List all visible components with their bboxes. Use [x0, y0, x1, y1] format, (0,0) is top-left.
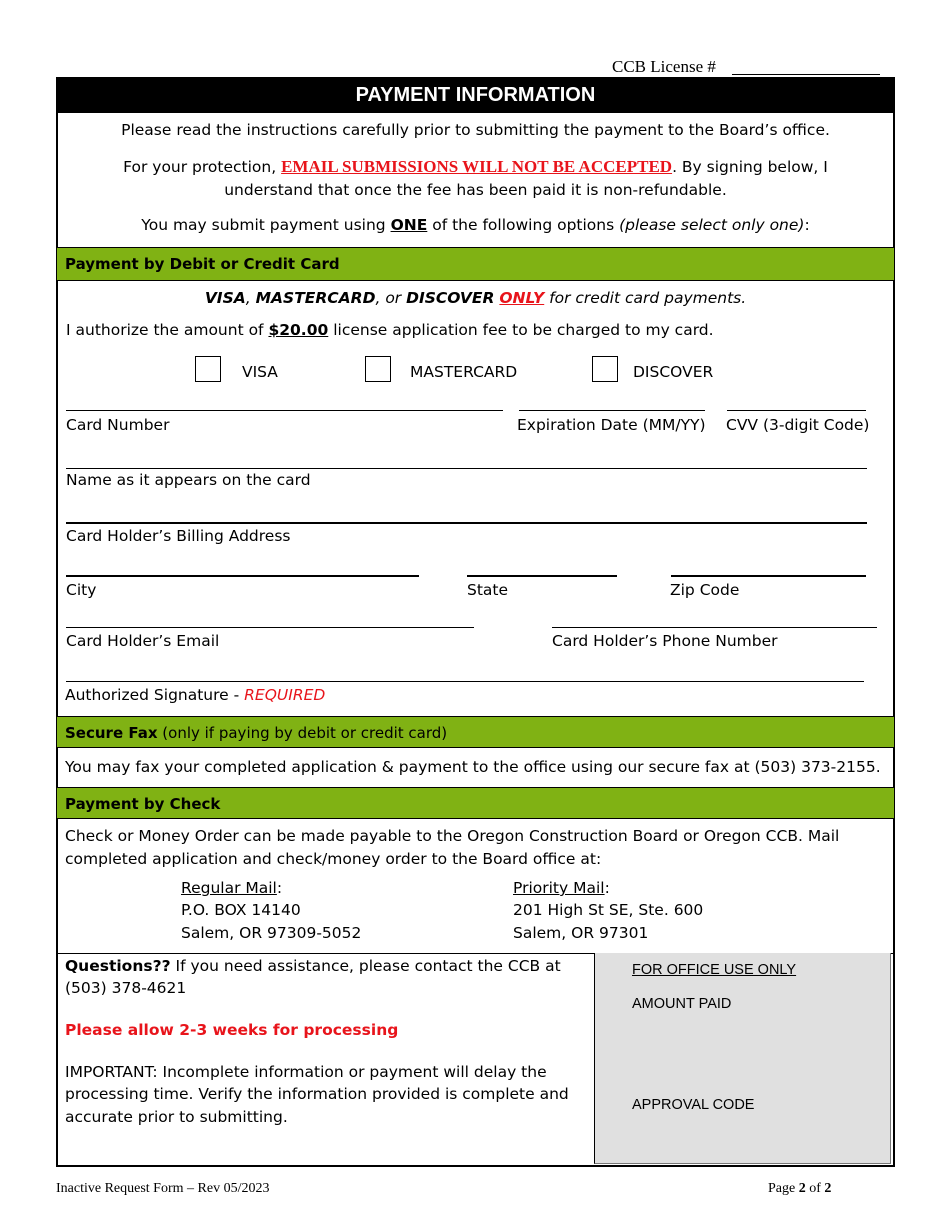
email-field[interactable] — [66, 627, 474, 628]
discover-checkbox[interactable] — [592, 356, 618, 382]
priority-mail-title: Priority Mail — [513, 879, 605, 897]
questions-phone: (503) 378-4621 — [65, 979, 187, 997]
important-line1: IMPORTANT: Incomplete information or payment will delay the — [65, 1063, 547, 1081]
card-section-heading — [57, 247, 894, 281]
footer-form-name: Inactive Request Form – Rev 05/2023 — [56, 1181, 270, 1196]
visa-checkbox[interactable] — [195, 356, 221, 382]
ccb-license-label — [612, 57, 716, 77]
check-line1: Check or Money Order can be made payable to the Oregon Construction Board or Oregon CCB. Mail — [65, 827, 840, 845]
submit-mid: of the following options — [427, 216, 620, 234]
phone-label: Card Holder’s Phone Number — [552, 632, 778, 650]
regular-mail-line1: P.O. BOX 14140 — [181, 901, 301, 919]
authorize-text — [66, 320, 714, 340]
card-number-label: Card Number — [66, 416, 170, 434]
protection-prefix: For your protection, — [123, 158, 282, 176]
mastercard-checkbox[interactable] — [365, 356, 391, 382]
accepted-mastercard: MASTERCARD — [255, 289, 376, 307]
intro-protection — [57, 157, 894, 177]
fax-section-heading — [57, 716, 894, 748]
important-line3: accurate prior to submitting. — [65, 1108, 288, 1126]
submit-italic: (please select only one) — [619, 216, 805, 234]
office-use-title-text: FOR OFFICE USE ONLY — [632, 962, 797, 978]
submit-one: ONE — [390, 216, 428, 234]
expiration-label: Expiration Date (MM/YY) — [517, 416, 706, 434]
priority-mail-line2: Salem, OR 97301 — [513, 924, 649, 942]
questions-line1 — [65, 956, 561, 976]
city-field[interactable] — [66, 575, 419, 577]
submit-prefix: You may submit payment using — [141, 216, 391, 234]
email-warning: EMAIL SUBMISSIONS WILL NOT BE ACCEPTED — [281, 157, 673, 176]
office-use-box — [594, 953, 891, 1164]
accepted-comma: , — [245, 289, 256, 307]
expiration-field[interactable] — [519, 410, 705, 411]
state-label: State — [467, 581, 509, 599]
priority-mail-label — [513, 878, 610, 898]
cvv-field[interactable] — [727, 410, 866, 411]
authorize-amount: $20.00 — [268, 321, 329, 339]
authorize-suffix: license application fee to be charged to my card. — [328, 321, 714, 339]
accepted-visa: VISA — [204, 289, 246, 307]
page-title-text: PAYMENT INFORMATION — [355, 84, 596, 106]
signature-field[interactable] — [66, 681, 864, 682]
visa-label: VISA — [242, 363, 278, 381]
cvv-label: CVV (3-digit Code) — [726, 416, 870, 434]
important-line2: processing time. Verify the information provided is complete and — [65, 1085, 569, 1103]
accepted-only: ONLY — [499, 289, 545, 307]
billing-address-field[interactable] — [66, 522, 867, 524]
card-name-label: Name as it appears on the card — [66, 471, 311, 489]
ccb-license-text: CCB License # — [612, 57, 716, 76]
fax-heading-rest: (only if paying by debit or credit card) — [157, 724, 448, 742]
page-title — [57, 78, 894, 113]
card-section-heading-text: Payment by Debit or Credit Card — [65, 255, 340, 273]
fax-text: You may fax your completed application & payment to the office using our secure fax at (503) 373-2155. — [65, 758, 881, 776]
card-name-field[interactable] — [66, 468, 867, 469]
regular-mail-colon: : — [276, 879, 283, 897]
fax-heading-text — [65, 723, 447, 743]
fax-heading-bold: Secure Fax — [65, 724, 158, 742]
priority-mail-line1: 201 High St SE, Ste. 600 — [513, 901, 704, 919]
zip-label: Zip Code — [670, 581, 740, 599]
check-line2: completed application and check/money order to the Board office at: — [65, 850, 602, 868]
check-section-heading — [57, 787, 894, 819]
page-total: 2 — [824, 1181, 832, 1196]
page-of: of — [805, 1181, 825, 1196]
office-use-title — [632, 961, 796, 979]
accepted-suffix: for credit card payments. — [544, 289, 747, 307]
check-heading-text: Payment by Check — [65, 795, 221, 813]
zip-field[interactable] — [671, 575, 866, 577]
protection-suffix: . By signing below, I — [672, 158, 828, 176]
intro-line1: Please read the instructions carefully prior to submitting the payment to the Board’s office. — [121, 121, 830, 139]
regular-mail-label — [181, 878, 282, 898]
accepted-cards — [57, 288, 894, 308]
processing-notice: Please allow 2-3 weeks for processing — [65, 1021, 399, 1039]
ccb-license-field[interactable] — [732, 74, 880, 75]
city-label: City — [66, 581, 97, 599]
authorize-prefix: I authorize the amount of — [66, 321, 269, 339]
questions-bold: Questions?? — [65, 957, 171, 975]
questions-rest: If you need assistance, please contact the CCB at — [170, 957, 561, 975]
signature-label — [65, 685, 325, 705]
footer-page-number — [768, 1180, 831, 1198]
amount-paid-label: AMOUNT PAID — [632, 996, 732, 1012]
card-number-field[interactable] — [66, 410, 503, 411]
regular-mail-line2: Salem, OR 97309-5052 — [181, 924, 362, 942]
signature-text: Authorized Signature - — [65, 686, 245, 704]
page-num: 2 — [798, 1181, 806, 1196]
submit-colon: : — [804, 216, 810, 234]
state-field[interactable] — [467, 575, 617, 577]
intro-submit — [57, 215, 894, 235]
priority-mail-colon: : — [604, 879, 610, 897]
discover-label: DISCOVER — [633, 363, 714, 381]
phone-field[interactable] — [552, 627, 877, 628]
page-prefix: Page — [768, 1181, 799, 1196]
accepted-discover: DISCOVER — [406, 289, 495, 307]
intro-protection-line2: understand that once the fee has been paid it is non-refundable. — [224, 181, 727, 199]
signature-required: REQUIRED — [244, 686, 326, 704]
billing-address-label: Card Holder’s Billing Address — [66, 527, 291, 545]
mastercard-label: MASTERCARD — [410, 363, 518, 381]
email-label: Card Holder’s Email — [66, 632, 220, 650]
accepted-or: , or — [375, 289, 407, 307]
regular-mail-title: Regular Mail — [181, 879, 277, 897]
approval-code-label: APPROVAL CODE — [632, 1097, 755, 1113]
